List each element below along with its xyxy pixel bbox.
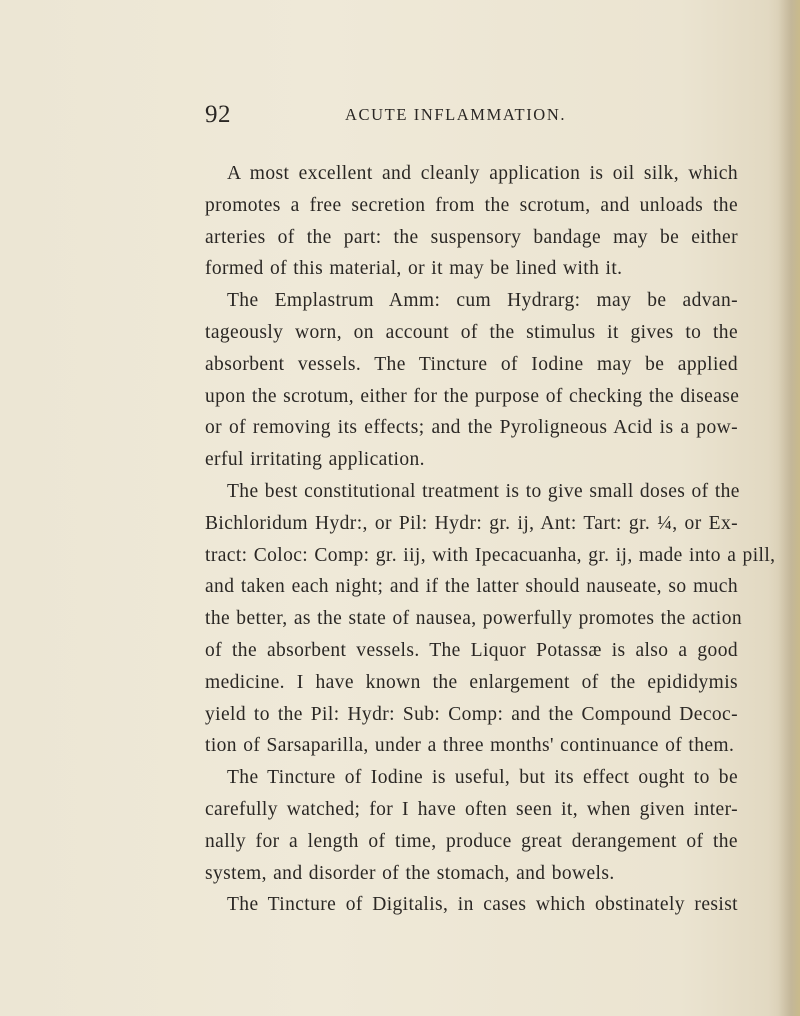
text-line: system, and disorder of the stomach, and bowels.: [205, 862, 615, 884]
text-line: absorbent vessels. The Tincture of Iodine may be applied: [205, 353, 738, 375]
text-line: upon the scrotum, either for the purpose of checking the disease: [205, 385, 740, 407]
text-line: tract: Coloc: Comp: gr. iij, with Ipecacuanha, gr. ij, made into a pill,: [205, 544, 776, 566]
page-number: 92: [205, 101, 231, 128]
text-line: arteries of the part: the suspensory bandage may be either: [205, 226, 738, 248]
text-line: The best constitutional treatment is to give small doses of the: [227, 480, 740, 502]
text-line: medicine. I have known the enlargement of the epididymis: [205, 671, 738, 693]
text-line: Bichloridum Hydr:, or Pil: Hydr: gr. ij, Ant: Tart: gr. ¼, or Ex-: [205, 512, 738, 534]
text-line: the better, as the state of nausea, powerfully promotes the action: [205, 608, 743, 630]
text-line: yield to the Pil: Hydr: Sub: Comp: and the Compound Decoc-: [205, 703, 738, 725]
text-line: A most excellent and cleanly application is oil silk, which: [227, 163, 738, 184]
text-line: of the absorbent vessels. The Liquor Potassæ is also a good: [205, 639, 738, 661]
page-edge-shadow: [778, 0, 800, 1016]
running-head: ACUTE INFLAMMATION.: [345, 105, 567, 124]
text-line: The Tincture of Digitalis, in cases which obstinately resist: [227, 894, 738, 916]
page-header: [205, 100, 765, 130]
text-line: tion of Sarsaparilla, under a three months' continuance of them.: [205, 735, 735, 757]
text-line: tageously worn, on account of the stimulus it gives to the: [205, 321, 738, 343]
text-line: erful irritating application.: [205, 449, 425, 471]
body-text: [205, 158, 776, 921]
text-line: carefully watched; for I have often seen it, when given inter-: [205, 798, 738, 820]
text-line: nally for a length of time, produce great derangement of the: [205, 830, 738, 852]
text-line: formed of this material, or it may be lined with it.: [205, 258, 623, 280]
text-line: The Emplastrum Amm: cum Hydrarg: may be advan-: [227, 290, 738, 312]
text-line: or of removing its effects; and the Pyroligneous Acid is a pow-: [205, 417, 738, 439]
text-line: The Tincture of Iodine is useful, but its effect ought to be: [227, 767, 738, 789]
text-line: promotes a free secretion from the scrotum, and unloads the: [205, 194, 738, 216]
text-line: and taken each night; and if the latter should nauseate, so much: [205, 576, 738, 598]
